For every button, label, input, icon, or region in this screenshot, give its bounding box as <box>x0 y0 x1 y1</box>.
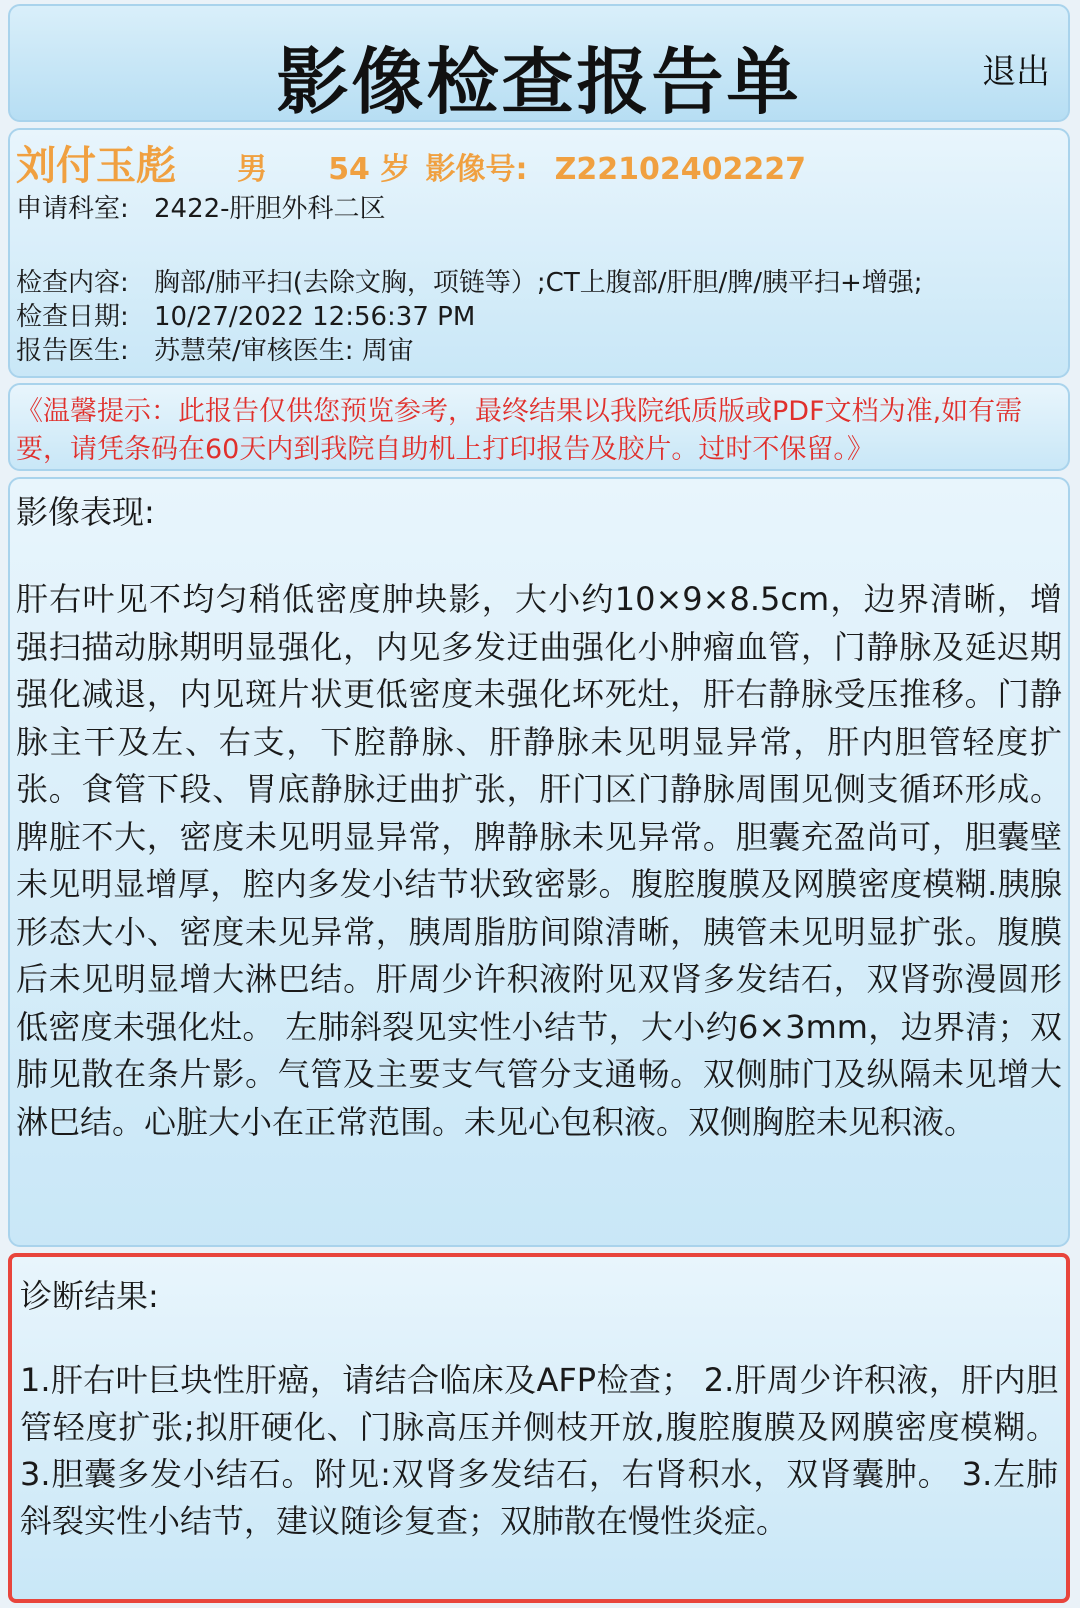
exam-date-label: 检查日期: <box>16 302 129 332</box>
notice-text: 《温馨提示：此报告仅供您预览参考，最终结果以我院纸质版或PDF文档为准,如有需要，请凭条码在60天内到我院自助机上打印报告及胶片。过时不保留。》 <box>16 396 1023 465</box>
image-number: Z22102402227 <box>554 152 806 187</box>
department-value: 2422-肝胆外科二区 <box>154 194 386 224</box>
department-row <box>16 188 386 225</box>
findings-text: 肝右叶见不均匀稍低密度肿块影，大小约10×9×8.5cm，边界清晰，增强扫描动脉期明显强化，内见多发迂曲强化小肿瘤血管，门静脉及延迟期强化减退，内见斑片状更低密度未强化坏死灶，肝右静脉受压推移。门静脉主干及左、右支，下腔静脉、肝静脉未见明显异常，肝内胆管轻度扩张。食管下段、胃底静脉迂曲扩张，肝门区门静脉周围见侧支循环形成。脾脏不大，密度未见明显异常，脾静脉未见异常。胆囊充盈尚可，胆囊壁未见明显增厚，腔内多发小结节状致密影。腹腔腹膜及网膜密度模糊.胰腺形态大小、密度未见异常，胰周脂肪间隙清晰，胰管未见明显扩张。腹膜后未见明显增大淋巴结。肝周少许积液附见双肾多发结石，双肾弥漫圆形低密度未强化灶。 左肺斜裂见实性小结节，大小约6×3mm，边界清；双肺见散在条片影。气管及主要支气管分支通畅。双侧肺门及纵隔未见增大淋巴结。心脏大小在正常范围。未见心包积液。双侧胸腔未见积液。 <box>16 580 1062 1141</box>
exam-content-value: 胸部/肺平扫(去除文胸，项链等）;CT上腹部/肝胆/脾/胰平扫+增强; <box>154 268 923 298</box>
patient-name: 刘付玉彪 <box>16 143 176 189</box>
image-number-label: 影像号: <box>425 152 528 187</box>
exam-date-value: 10/27/2022 12:56:37 PM <box>154 302 476 332</box>
diagnosis-text: 1.肝右叶巨块性肝癌，请结合临床及AFP检查； 2.肝周少许积液，肝内胆管轻度扩张;拟肝硬化、门脉高压并侧枝开放,腹腔腹膜及网膜密度模糊。 3.胆囊多发小结石。附见:双肾多发结石，右肾积水，双肾囊肿。 3.左肺斜裂实性小结节，建议随诊复查；双肺散在慢性炎症。 <box>20 1361 1058 1540</box>
patient-info-card <box>8 128 1070 378</box>
patient-sex: 男 <box>237 152 268 187</box>
findings-card <box>8 477 1070 1247</box>
exam-content-row <box>16 262 923 299</box>
diagnosis-card <box>8 1253 1070 1603</box>
report-doctor-label: 报告医生: <box>16 336 129 366</box>
department-label: 申请科室: <box>16 194 129 224</box>
diagnosis-title: 诊断结果: <box>20 1277 159 1315</box>
exam-content-label: 检查内容: <box>16 268 129 298</box>
findings-title: 影像表现: <box>16 493 155 531</box>
patient-age: 54 岁 <box>328 152 411 187</box>
notice-card <box>8 383 1070 471</box>
patient-summary-row <box>16 134 806 190</box>
report-doctor-row <box>16 330 414 367</box>
header-bar <box>8 4 1070 122</box>
page-title: 影像检查报告单 <box>276 40 802 124</box>
report-doctor-value: 苏慧荣/审核医生: 周宙 <box>154 336 414 366</box>
exam-date-row <box>16 296 475 333</box>
exit-button[interactable]: 退出 <box>982 52 1050 92</box>
